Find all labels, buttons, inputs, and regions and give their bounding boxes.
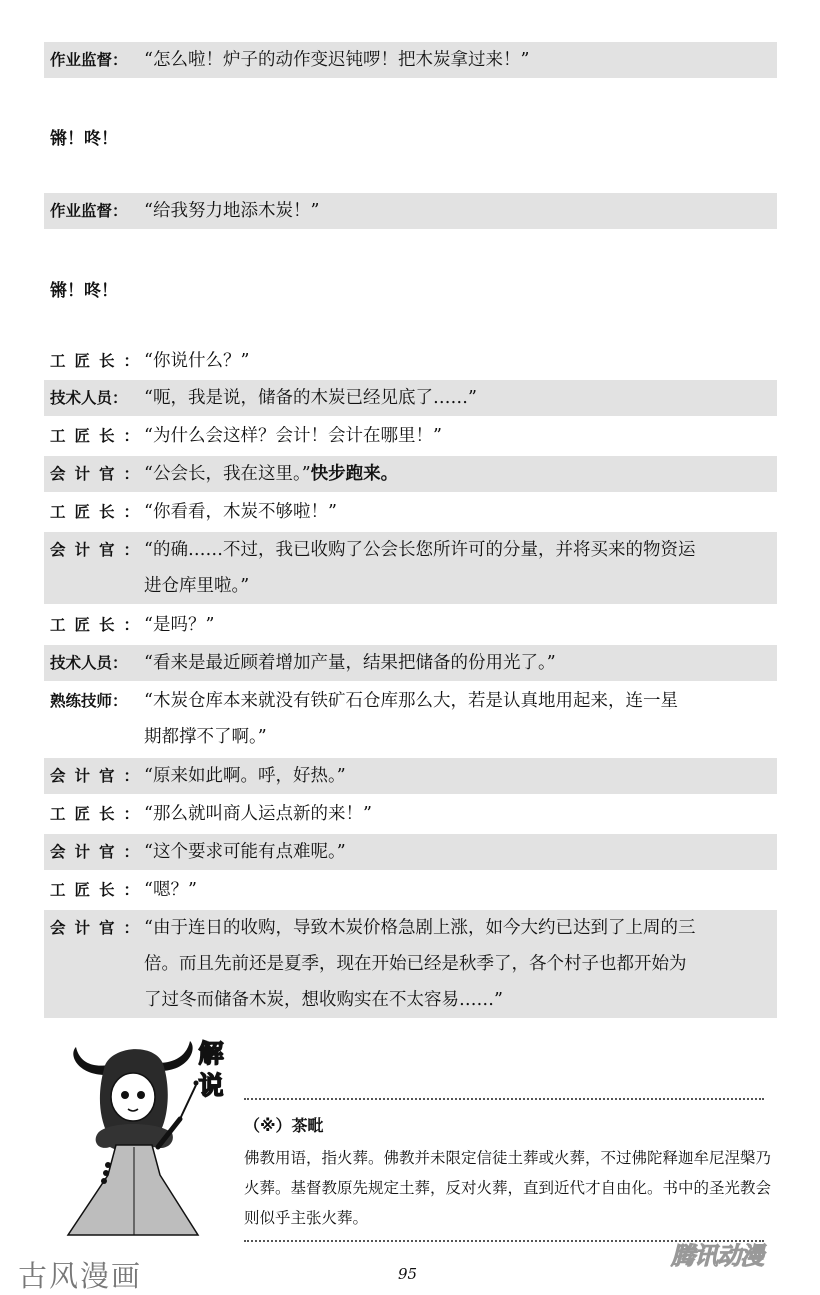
- stage-direction: 快步跑来。: [310, 464, 399, 484]
- dialogue-row: [44, 532, 777, 604]
- speaker-label: 会计官：: [50, 843, 149, 861]
- commentary-badge: [190, 1038, 232, 1102]
- speaker-label: 作业监督：: [50, 51, 128, 69]
- dialogue-row: [44, 42, 777, 78]
- speaker-label: 技术人员：: [50, 389, 128, 407]
- watermark-logo: 腾讯动漫: [671, 1242, 763, 1270]
- sound-effect: 锵！咚！: [50, 281, 118, 301]
- dialogue-row: [44, 193, 777, 229]
- badge-char: 说: [198, 1071, 224, 1100]
- dialogue-row: [44, 872, 777, 908]
- dialogue-text: “你看看，木炭不够啦！”: [144, 502, 337, 522]
- dialogue-text: “看来是最近顾着增加产量，结果把储备的份用光了。”: [144, 653, 556, 673]
- dialogue-text: “你说什么？”: [144, 351, 250, 371]
- speaker-label: 会计官：: [50, 919, 149, 937]
- dialogue-text: [144, 910, 703, 1018]
- badge-char: 解: [198, 1039, 224, 1068]
- dotted-divider: [244, 1098, 764, 1100]
- dialogue-line: “的确……不过，我已收购了公会长您所许可的分量，并将买来的物资运: [144, 540, 696, 560]
- dialogue-text: “给我努力地添木炭！”: [144, 201, 320, 221]
- note-body: 佛教用语，指火葬。佛教并未限定信徒土葬或火葬，不过佛陀释迦牟尼涅槃乃火葬。基督教原先规定土葬，反对火葬，直到近代才自由化。书中的圣光教会则似乎主张火葬。: [244, 1149, 772, 1227]
- speaker-label: 作业监督：: [50, 202, 128, 220]
- speaker-label: 技术人员：: [50, 654, 128, 672]
- dialogue-text: “呃，我是说，储备的木炭已经见底了……”: [144, 388, 477, 408]
- dialogue-text: [144, 683, 686, 755]
- dialogue-quote: “公会长，我在这里。”: [144, 464, 311, 484]
- dialogue-row: [44, 834, 777, 870]
- dialogue-text: “怎么啦！炉子的动作变迟钝啰！把木炭拿过来！”: [144, 50, 530, 70]
- dialogue-row: [44, 343, 777, 379]
- dialogue-text: “那么就叫商人运点新的来！”: [144, 804, 372, 824]
- site-logo: 古风漫画: [18, 1259, 143, 1293]
- speaker-label: 工匠长：: [50, 503, 149, 521]
- speaker-label: 工匠长：: [50, 881, 149, 899]
- speaker-label: 会计官：: [50, 465, 149, 483]
- dialogue-row: [44, 758, 777, 794]
- dialogue-row: [44, 418, 777, 454]
- dialogue-text: “为什么会这样？会计！会计在哪里！”: [144, 426, 442, 446]
- dialogue-line: 倍。而且先前还是夏季，现在开始已经是秋季了，各个村子也都开始为: [144, 954, 687, 974]
- dialogue-text: “是吗？”: [144, 615, 215, 635]
- dialogue-line: “由于连日的收购，导致木炭价格急剧上涨，如今大约已达到了上周的三: [144, 918, 696, 938]
- dialogue-text: [144, 532, 703, 604]
- speaker-label: 会计官：: [50, 767, 149, 785]
- sound-effect: 锵！咚！: [50, 129, 118, 149]
- dialogue-line: 进仓库里啦。”: [144, 576, 250, 596]
- speaker-label: 熟练技师：: [50, 692, 128, 710]
- dialogue-row: [44, 494, 777, 530]
- dialogue-text: [144, 456, 406, 492]
- dialogue-row: [44, 645, 777, 681]
- dialogue-line: 了过冬而储备木炭，想收购实在不太容易……”: [144, 990, 503, 1010]
- dialogue-row: [44, 683, 777, 755]
- dialogue-row: [44, 607, 777, 643]
- speaker-label: 工匠长：: [50, 805, 149, 823]
- dialogue-text: “原来如此啊。呼，好热。”: [144, 766, 346, 786]
- dialogue-row: [44, 380, 777, 416]
- dialogue-text: “嗯？”: [144, 880, 197, 900]
- speaker-label: 工匠长：: [50, 352, 149, 370]
- speaker-label: 工匠长：: [50, 427, 149, 445]
- dialogue-line: “木炭仓库本来就没有铁矿石仓库那么大，若是认真地用起来，连一星: [144, 691, 678, 711]
- dialogue-row: [44, 456, 777, 492]
- speaker-label: 工匠长：: [50, 616, 149, 634]
- page-number: 95: [398, 1265, 418, 1283]
- dialogue-text: “这个要求可能有点难呢。”: [144, 842, 346, 862]
- dialogue-row: [44, 910, 777, 1018]
- dialogue-row: [44, 796, 777, 832]
- note-title: （※）茶毗: [244, 1116, 324, 1135]
- speaker-label: 会计官：: [50, 541, 149, 559]
- dialogue-line: 期都撑不了啊。”: [144, 727, 267, 747]
